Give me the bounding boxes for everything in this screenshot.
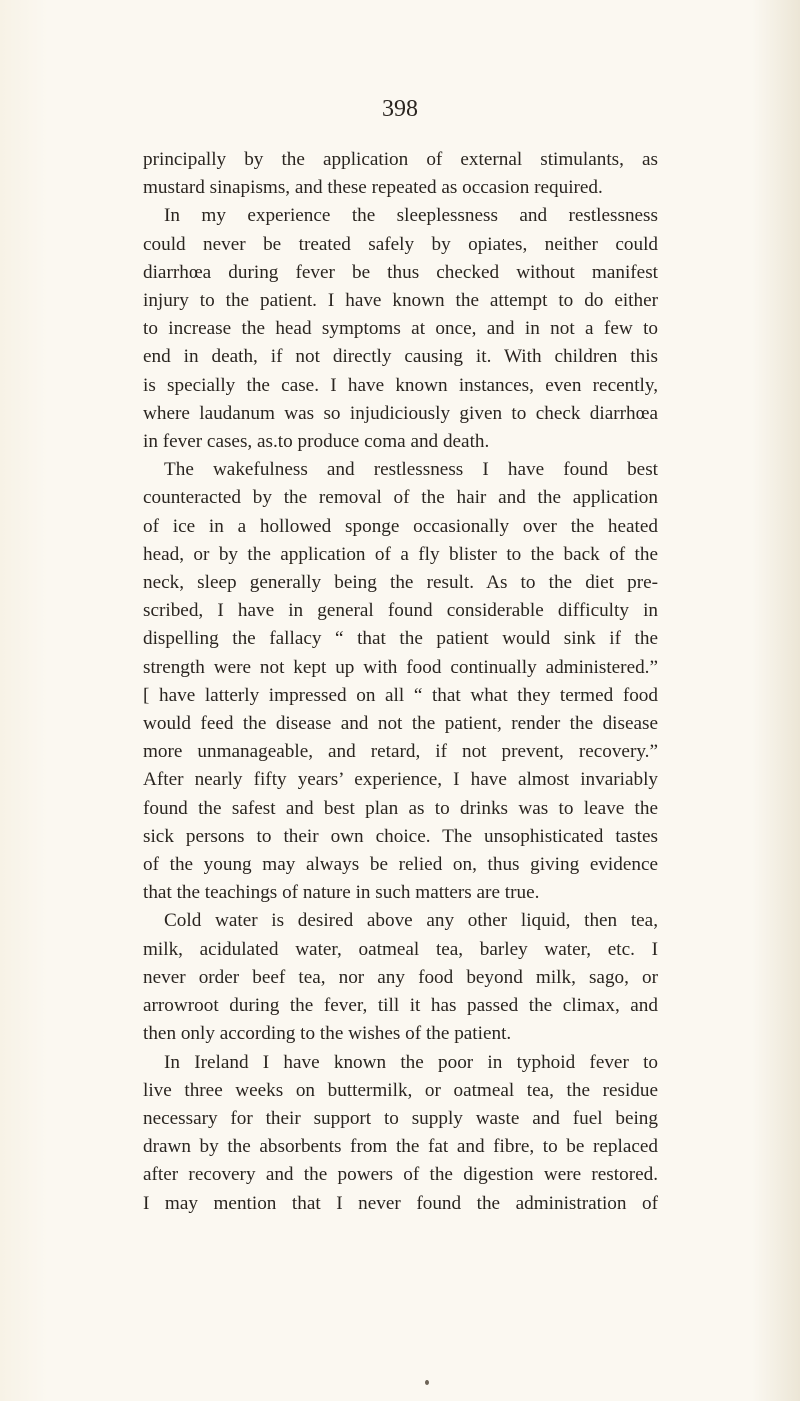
text-line: of the young may always be relied on, thus giving evidence xyxy=(143,854,658,876)
text-line: found the safest and best plan as to drinks was to leave the xyxy=(143,797,658,819)
text-line: In my experience the sleeplessness and restlessness xyxy=(164,205,658,227)
text-line: after recovery and the powers of the digestion were restored. xyxy=(143,1164,658,1186)
text-line: counteracted by the removal of the hair and the application xyxy=(143,487,658,509)
text-line: arrowroot during the fever, till it has passed the climax, and xyxy=(143,995,658,1017)
text-line: The wakefulness and restlessness I have found best xyxy=(164,459,658,481)
text-line: never order beef tea, nor any food beyond milk, sago, or xyxy=(143,966,658,988)
text-line: dispelling the fallacy “ that the patient would sink if the xyxy=(143,628,658,650)
text-line: necessary for their support to supply waste and fuel being xyxy=(143,1107,658,1129)
text-line: In Ireland I have known the poor in typhoid fever to xyxy=(164,1051,658,1073)
text-line: mustard sinapisms, and these repeated as occasion required. xyxy=(143,177,603,199)
text-line: then only according to the wishes of the patient. xyxy=(143,1023,512,1045)
body-text xyxy=(143,146,658,1218)
text-line: in fever cases, as.to produce coma and death. xyxy=(143,431,490,453)
text-line: sick persons to their own choice. The unsophisticated tastes xyxy=(143,825,658,847)
ink-speck xyxy=(425,1380,429,1385)
text-line: head, or by the application of a fly blister to the back of the xyxy=(143,543,658,565)
text-line: where laudanum was so injudiciously given to check diarrhœa xyxy=(143,402,658,424)
text-line: end in death, if not directly causing it. With children this xyxy=(143,346,658,368)
text-line: I may mention that I never found the administration of xyxy=(143,1192,658,1214)
text-line: neck, sleep generally being the result. As to the diet pre- xyxy=(143,572,658,594)
text-line: strength were not kept up with food continually administered.” xyxy=(143,656,658,678)
text-line: After nearly fifty years’ experience, I have almost invariably xyxy=(143,769,658,791)
text-line: live three weeks on buttermilk, or oatmeal tea, the residue xyxy=(143,1079,658,1101)
text-line: more unmanageable, and retard, if not prevent, recovery.” xyxy=(143,741,658,763)
text-line: of ice in a hollowed sponge occasionally over the heated xyxy=(143,515,658,537)
text-line: Cold water is desired above any other liquid, then tea, xyxy=(164,910,658,932)
text-line: diarrhœa during fever be thus checked without manifest xyxy=(143,261,658,283)
text-line: is specially the case. I have known instances, even recently, xyxy=(143,374,658,396)
text-line: scribed, I have in general found considerable difficulty in xyxy=(143,600,658,622)
text-line: that the teachings of nature in such matters are true. xyxy=(143,882,540,904)
text-line: would feed the disease and not the patient, render the disease xyxy=(143,713,658,735)
text-line: could never be treated safely by opiates, neither could xyxy=(143,233,658,255)
text-line: to increase the head symptoms at once, and in not a few to xyxy=(143,318,658,340)
page-number: 398 xyxy=(382,96,418,122)
text-line: injury to the patient. I have known the attempt to do either xyxy=(143,290,658,312)
text-line: milk, acidulated water, oatmeal tea, barley water, etc. I xyxy=(143,938,658,960)
text-line: principally by the application of external stimulants, as xyxy=(143,149,658,170)
text-line: [ have latterly impressed on all “ that what they termed food xyxy=(143,684,658,706)
text-line: drawn by the absorbents from the fat and fibre, to be replaced xyxy=(143,1136,658,1158)
